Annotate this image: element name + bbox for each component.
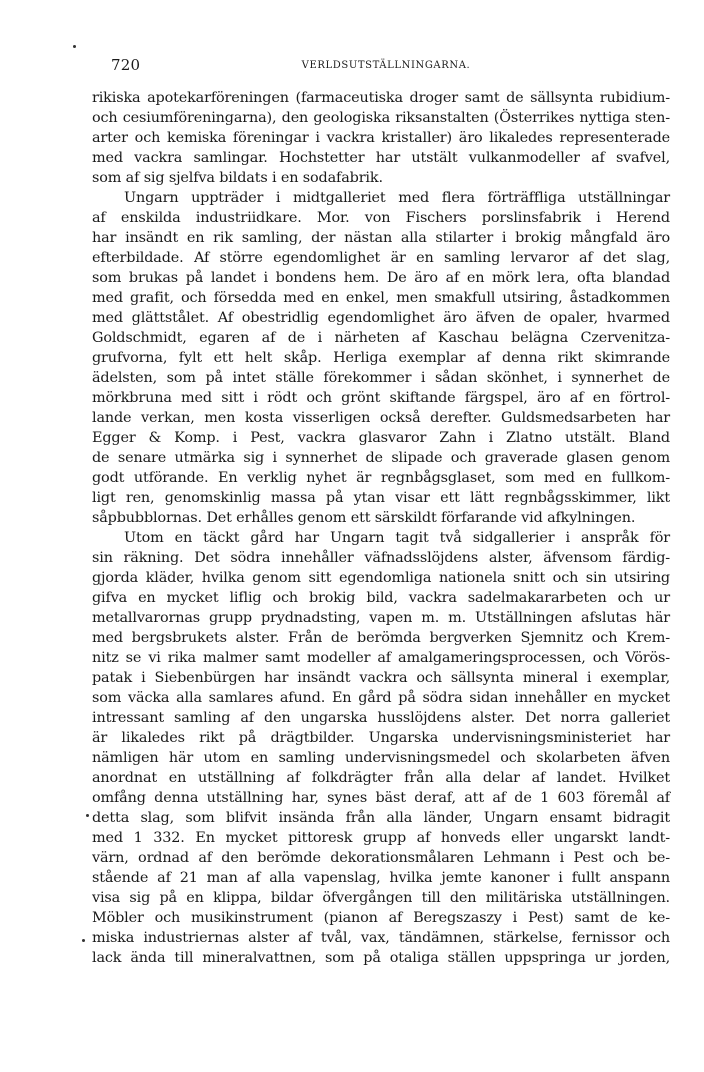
text-line: ligt ren, genomskinlig massa på ytan visar ett lätt regnbågsskimmer, likt [92, 490, 670, 506]
body-text [92, 88, 670, 968]
text-line: ädelsten, som på intet ställe förekommer i sådan skönhet, i synnerhet de [92, 370, 670, 386]
text-line: gifva en mycket liflig och brokig bild, vackra sadelmakararbeten och ur [92, 590, 670, 606]
text-line: och cesiumföreningarna), den geologiska riksanstalten (Österrikes nyttiga sten- [92, 110, 670, 126]
margin-speck [73, 45, 76, 48]
text-line: som väcka alla samlares afund. En gård på södra sidan innehåller en mycket [92, 690, 670, 706]
text-line: Möbler och musikinstrument (pianon af Beregszaszy i Pest) samt de ke- [92, 910, 670, 926]
text-line: med bergsbrukets alster. Från de berömda bergverken Sjemnitz och Krem- [92, 630, 670, 646]
text-line: grufvorna, fylt ett helt skåp. Herliga exemplar af denna rikt skimrande [92, 350, 670, 366]
text-line: stående af 21 man af alla vapenslag, hvilka jemte kanoner i fullt anspann [92, 870, 670, 886]
text-line: med glättstålet. Af obestridlig egendomlighet äro äfven de opaler, hvarmed [92, 310, 670, 326]
text-line: Egger & Komp. i Pest, vackra glasvaror Zahn i Zlatno utstält. Bland [92, 430, 670, 446]
text-line: som brukas på landet i bondens hem. De äro af en mörk lera, ofta blandad [92, 270, 670, 286]
text-line: lack ända till mineralvattnen, som på otaliga ställen uppspringa ur jorden, [92, 950, 670, 966]
text-line: omfång denna utställning har, synes bäst deraf, att af de 1 603 föremål af [92, 790, 670, 806]
text-line: är likaledes rikt på drägtbilder. Ungarska undervisningsministeriet har [92, 730, 670, 746]
text-line: såpbubblornas. Det erhålles genom ett särskildt förfarande vid afkylningen. [92, 510, 636, 526]
text-line: Ungarn uppträder i midtgalleriet med flera förträffliga utställningar [124, 190, 670, 206]
text-line: godt utförande. En verklig nyhet är regnbågsglaset, som med en fullkom- [92, 470, 670, 486]
text-line: arter och kemiska föreningar i vackra kristaller) äro likaledes representerade [92, 130, 670, 146]
text-line: miska industriernas alster af tvål, vax, tändämnen, stärkelse, fernissor och [92, 930, 670, 946]
text-line: metallvarornas grupp prydnadsting, vapen m. m. Utställningen afslutas här [92, 610, 670, 626]
margin-speck [86, 814, 89, 817]
text-line: med vackra samlingar. Hochstetter har utstält vulkanmodeller af svafvel, [92, 150, 670, 166]
text-line: Utom en täckt gård har Ungarn tagit två sidgallerier i anspråk för [124, 530, 670, 546]
page-number: 720 [111, 56, 141, 74]
text-line: af enskilda industriidkare. Mor. von Fischers porslinsfabrik i Herend [92, 210, 670, 226]
text-line: patak i Siebenbürgen har insändt vackra och sällsynta mineral i exemplar, [92, 670, 670, 686]
text-line: nitz se vi rika malmer samt modeller af amalgameringsprocessen, och Vörös- [92, 650, 670, 666]
text-line: anordnat en utställning af folkdrägter från alla delar af landet. Hvilket [92, 770, 670, 786]
text-line: de senare utmärka sig i synnerhet de slipade och graverade glasen genom [92, 450, 670, 466]
text-line: med 1 332. En mycket pittoresk grupp af honveds eller ungarskt landt- [92, 830, 670, 846]
text-line: har insändt en rik samling, der nästan alla stilarter i brokig mångfald äro [92, 230, 670, 246]
text-line: detta slag, som blifvit insända från alla länder, Ungarn ensamt bidragit [92, 810, 670, 826]
text-line: som af sig sjelfva bildats i en sodafabrik. [92, 170, 383, 186]
text-line: värn, ordnad af den berömde dekorationsmålaren Lehmann i Pest och be- [92, 850, 670, 866]
margin-speck [82, 939, 85, 942]
text-line: nämligen här utom en samling undervisningsmedel och skolarbeten äfven [92, 750, 670, 766]
text-line: intressant samling af den ungarska husslöjdens alster. Det norra galleriet [92, 710, 670, 726]
text-line: med grafit, och försedda med en enkel, men smakfull utsiring, åstadkommen [92, 290, 670, 306]
text-line: gjorda kläder, hvilka genom sitt egendomliga nationela snitt och sin utsiring [92, 570, 670, 586]
text-line: sin räkning. Det södra innehåller väfnadsslöjdens alster, äfvensom färdig- [92, 550, 670, 566]
text-line: rikiska apotekarföreningen (farmaceutiska droger samt de sällsynta rubidium- [92, 90, 670, 106]
text-line: Goldschmidt, egaren af de i närheten af Kaschau belägna Czervenitza- [92, 330, 670, 346]
text-line: visa sig på en klippa, bildar öfvergången till den militäriska utställningen. [92, 890, 670, 906]
text-line: efterbildade. Af större egendomlighet är en samling lervaror af det slag, [92, 250, 670, 266]
running-head: VERLDSUTSTÄLLNINGARNA. [301, 60, 471, 71]
text-line: lande verkan, men kosta visserligen också derefter. Guldsmedsarbeten har [92, 410, 670, 426]
page-header [106, 56, 666, 80]
text-line: mörkbruna med sitt i rödt och grönt skiftande färgspel, äro af en förtrol- [92, 390, 670, 406]
